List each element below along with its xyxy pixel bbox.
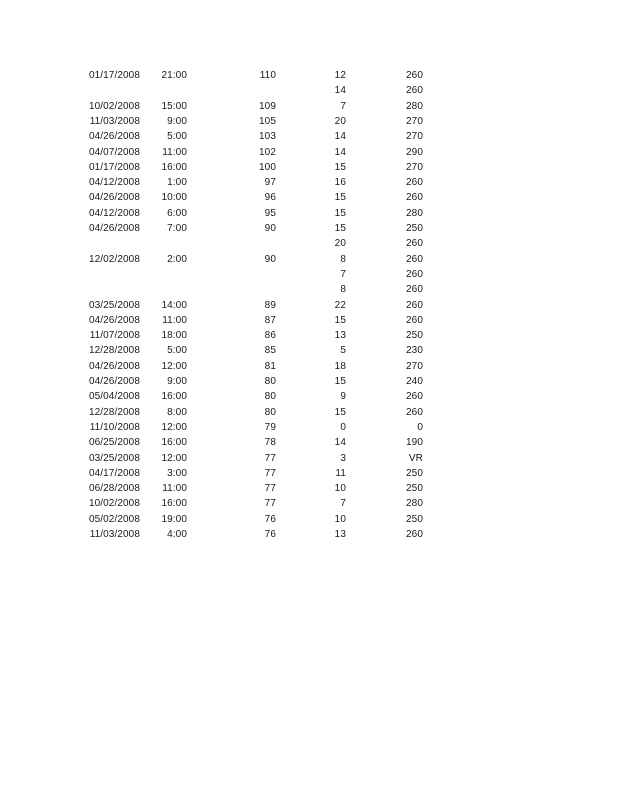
time-cell: 9:00: [167, 115, 187, 127]
time-cell: 8:00: [167, 406, 187, 418]
value-b-cell: 18: [334, 360, 346, 372]
table-row: [0, 481, 619, 496]
value-a-cell: 78: [264, 437, 276, 449]
date-cell: 04/26/2008: [88, 376, 140, 387]
time-cell: 11:00: [162, 483, 187, 495]
value-c-cell: 290: [406, 146, 423, 158]
value-c-cell: 280: [406, 498, 423, 510]
value-a-cell: 110: [259, 70, 276, 81]
value-b-cell: 15: [334, 406, 346, 418]
value-b-cell: 0: [340, 421, 346, 433]
date-cell: 03/25/2008: [88, 299, 140, 311]
value-b-cell: 7: [340, 100, 346, 112]
value-c-cell: 250: [406, 467, 423, 479]
value-b-cell: 15: [334, 376, 346, 387]
table-row: [0, 68, 619, 83]
date-cell: 11/07/2008: [89, 330, 140, 342]
value-c-cell: 270: [406, 131, 423, 143]
value-a-cell: 105: [259, 115, 276, 127]
value-a-cell: 77: [264, 498, 276, 510]
value-c-cell: 260: [406, 85, 423, 97]
value-a-cell: 76: [264, 529, 276, 540]
table-row: [0, 313, 619, 328]
value-b-cell: 7: [340, 498, 346, 510]
value-b-cell: 15: [334, 314, 346, 326]
time-cell: 6:00: [167, 207, 187, 219]
table-row: [0, 236, 619, 251]
table-row: [0, 83, 619, 98]
value-c-cell: 270: [406, 360, 423, 372]
table-row: [0, 190, 619, 205]
value-a-cell: 81: [264, 360, 276, 372]
value-b-cell: 15: [334, 192, 346, 204]
value-a-cell: 100: [259, 161, 276, 173]
value-c-cell: 280: [406, 100, 423, 112]
value-c-cell: 250: [406, 330, 423, 342]
table-row: [0, 405, 619, 420]
date-cell: 04/12/2008: [88, 207, 140, 219]
value-a-cell: 97: [264, 177, 276, 189]
value-c-cell: 190: [406, 437, 423, 449]
value-b-cell: 5: [340, 345, 346, 357]
date-cell: 11/10/2008: [89, 421, 140, 433]
time-cell: 12:00: [161, 360, 187, 372]
value-c-cell: 260: [406, 284, 423, 296]
value-c-cell: 260: [406, 391, 423, 403]
table-row: [0, 389, 619, 404]
value-c-cell: 260: [406, 529, 423, 540]
date-cell: 03/25/2008: [88, 452, 140, 464]
value-c-cell: 260: [406, 268, 423, 280]
value-a-cell: 85: [264, 345, 276, 357]
table-row: [0, 114, 619, 129]
value-a-cell: 109: [259, 100, 276, 112]
table-row: [0, 129, 619, 144]
value-b-cell: 13: [334, 330, 346, 342]
value-c-cell: 230: [406, 345, 423, 357]
value-c-cell: 260: [406, 177, 423, 189]
table-row: [0, 252, 619, 267]
value-b-cell: 14: [334, 131, 346, 143]
date-cell: 04/26/2008: [88, 223, 140, 234]
time-cell: 16:00: [161, 498, 187, 510]
value-b-cell: 8: [340, 253, 346, 265]
time-cell: 16:00: [161, 437, 187, 449]
value-a-cell: 102: [259, 146, 276, 158]
value-a-cell: 76: [264, 513, 276, 525]
table-row: [0, 328, 619, 343]
value-a-cell: 79: [264, 421, 276, 433]
table-row: [0, 420, 619, 435]
value-c-cell: 260: [406, 238, 423, 250]
time-cell: 5:00: [167, 131, 187, 143]
date-cell: 04/26/2008: [88, 192, 140, 204]
time-cell: 7:00: [167, 223, 187, 234]
time-cell: 19:00: [161, 513, 187, 525]
time-cell: 1:00: [167, 177, 187, 189]
date-cell: 04/26/2008: [88, 360, 140, 372]
time-cell: 9:00: [167, 376, 187, 387]
value-b-cell: 14: [334, 85, 346, 97]
table-row: [0, 267, 619, 282]
value-a-cell: 77: [264, 483, 276, 495]
value-b-cell: 14: [334, 437, 346, 449]
table-row: [0, 451, 619, 466]
value-c-cell: 260: [406, 70, 423, 81]
value-a-cell: 80: [264, 376, 276, 387]
date-cell: 06/25/2008: [88, 437, 140, 449]
value-b-cell: 7: [340, 268, 346, 280]
value-a-cell: 89: [264, 299, 276, 311]
value-b-cell: 3: [340, 452, 346, 464]
date-cell: 05/02/2008: [88, 513, 140, 525]
value-a-cell: 96: [264, 192, 276, 204]
date-cell: 12/28/2008: [88, 406, 140, 418]
date-cell: 04/26/2008: [88, 314, 140, 326]
time-cell: 12:00: [161, 421, 187, 433]
time-cell: 16:00: [161, 391, 187, 403]
time-cell: 10:00: [161, 192, 187, 204]
value-a-cell: 77: [264, 452, 276, 464]
value-c-cell: 250: [406, 223, 423, 234]
date-cell: 10/02/2008: [88, 498, 140, 510]
date-cell: 04/26/2008: [88, 131, 140, 143]
value-a-cell: 95: [264, 207, 276, 219]
date-cell: 05/04/2008: [88, 391, 140, 403]
date-cell: 11/03/2008: [89, 529, 140, 540]
value-c-cell: 260: [406, 192, 423, 204]
value-b-cell: 8: [340, 284, 346, 296]
value-a-cell: 103: [259, 131, 276, 143]
value-a-cell: 86: [264, 330, 276, 342]
table-row: [0, 374, 619, 389]
value-b-cell: 12: [334, 70, 346, 81]
value-b-cell: 22: [334, 299, 346, 311]
table-row: [0, 512, 619, 527]
value-a-cell: 80: [264, 406, 276, 418]
date-cell: 01/17/2008: [88, 161, 140, 173]
value-c-cell: 270: [406, 161, 423, 173]
date-cell: 04/07/2008: [88, 146, 140, 158]
value-c-cell: 280: [406, 207, 423, 219]
date-cell: 12/02/2008: [88, 253, 140, 265]
value-a-cell: 90: [264, 253, 276, 265]
table-row: [0, 359, 619, 374]
table-row: [0, 221, 619, 236]
value-b-cell: 15: [334, 223, 346, 234]
date-cell: 12/28/2008: [88, 345, 140, 357]
table-row: [0, 435, 619, 450]
time-cell: 11:00: [162, 146, 187, 158]
value-c-cell: 240: [406, 376, 423, 387]
value-c-cell: 250: [406, 483, 423, 495]
value-c-cell: VR: [408, 452, 423, 464]
date-cell: 01/17/2008: [88, 70, 140, 81]
time-cell: 3:00: [167, 467, 187, 479]
value-b-cell: 20: [334, 238, 346, 250]
table-row: [0, 343, 619, 358]
value-c-cell: 260: [406, 314, 423, 326]
table-row: [0, 527, 619, 542]
time-cell: 2:00: [167, 253, 187, 265]
value-b-cell: 16: [334, 177, 346, 189]
value-a-cell: 77: [264, 467, 276, 479]
table-row: [0, 99, 619, 114]
value-a-cell: 87: [264, 314, 276, 326]
value-b-cell: 13: [334, 529, 346, 540]
table-row: [0, 175, 619, 190]
value-a-cell: 80: [264, 391, 276, 403]
date-cell: 06/28/2008: [88, 483, 140, 495]
time-cell: 14:00: [161, 299, 187, 311]
value-b-cell: 10: [334, 513, 346, 525]
time-cell: 15:00: [161, 100, 187, 112]
date-cell: 10/02/2008: [88, 100, 140, 112]
time-cell: 12:00: [161, 452, 187, 464]
value-b-cell: 15: [334, 161, 346, 173]
value-b-cell: 9: [340, 391, 346, 403]
value-b-cell: 14: [334, 146, 346, 158]
time-cell: 16:00: [161, 161, 187, 173]
date-cell: 11/03/2008: [89, 115, 140, 127]
value-a-cell: 90: [264, 223, 276, 234]
value-c-cell: 270: [406, 115, 423, 127]
table-row: [0, 206, 619, 221]
value-c-cell: 250: [406, 513, 423, 525]
value-c-cell: 260: [406, 253, 423, 265]
value-b-cell: 20: [334, 115, 346, 127]
table-row: [0, 145, 619, 160]
table-row: [0, 160, 619, 175]
date-cell: 04/12/2008: [88, 177, 140, 189]
value-c-cell: 260: [406, 406, 423, 418]
table-row: [0, 282, 619, 297]
time-cell: 4:00: [167, 529, 187, 540]
time-cell: 21:00: [161, 70, 187, 81]
value-b-cell: 11: [335, 467, 346, 479]
value-c-cell: 0: [417, 421, 423, 433]
table-row: [0, 466, 619, 481]
table-row: [0, 496, 619, 511]
value-b-cell: 10: [334, 483, 346, 495]
time-cell: 18:00: [161, 330, 187, 342]
table-row: [0, 298, 619, 313]
value-b-cell: 15: [334, 207, 346, 219]
value-c-cell: 260: [406, 299, 423, 311]
time-cell: 5:00: [167, 345, 187, 357]
time-cell: 11:00: [162, 314, 187, 326]
date-cell: 04/17/2008: [88, 467, 140, 479]
